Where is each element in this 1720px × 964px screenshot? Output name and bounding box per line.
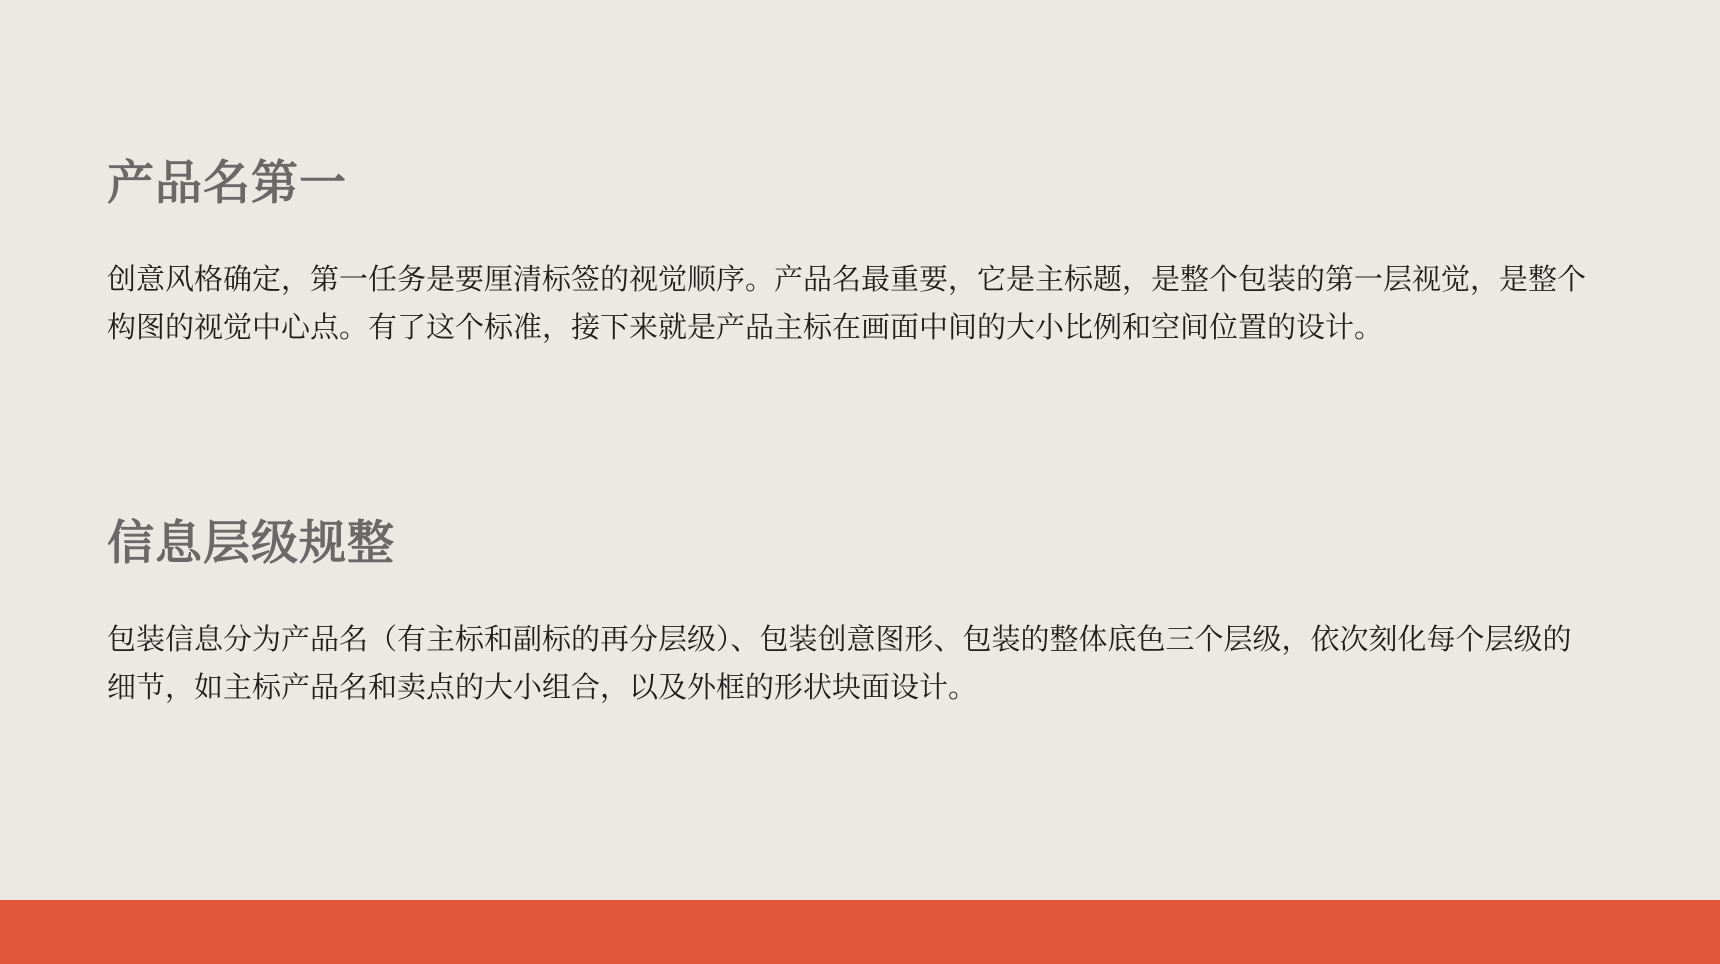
section-heading: 产品名第一 xyxy=(107,156,347,209)
section-body-text: 创意风格确定，第一任务是要厘清标签的视觉顺序。产品名最重要，它是主标题，是整个包装的第一层视觉，是整个构图的视觉中心点。有了这个标准，接下来就是产品主标在画面中间的大小比例和空间位置的设计。 xyxy=(107,264,1587,344)
section-body-text: 包装信息分为产品名（有主标和副标的再分层级）、包装创意图形、包装的整体底色三个层级，依次刻化每个层级的细节，如主标产品名和卖点的大小组合，以及外框的形状块面设计。 xyxy=(107,624,1572,704)
bottom-accent-bar xyxy=(0,900,1720,964)
section-product-name-first xyxy=(107,155,1595,352)
section-heading: 信息层级规整 xyxy=(107,516,395,569)
section-info-hierarchy xyxy=(107,515,1595,712)
